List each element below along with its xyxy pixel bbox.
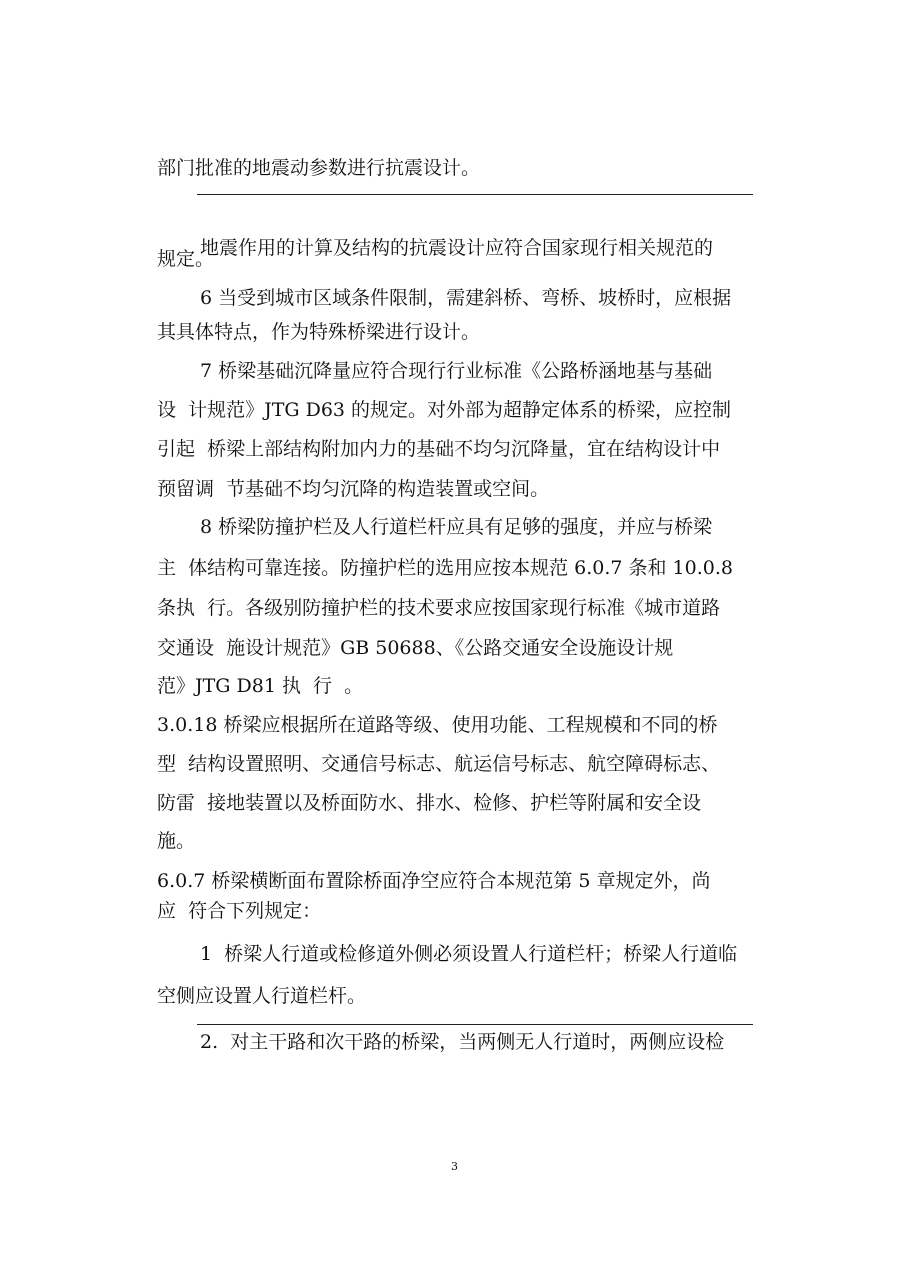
- text-line-23: 2. 对主干路和次干路的桥梁，当两侧无人行道时，两侧应设检: [200, 1031, 725, 1053]
- text-line-5: 其具体特点，作为特殊桥梁进行设计。: [157, 321, 481, 343]
- text-line-3: 规定。: [157, 248, 215, 270]
- text-line-10: 8 桥梁防撞护栏及人行道栏杆应具有足够的强度，并应与桥梁: [200, 516, 713, 538]
- text-line-14: 范》JTG D81 执 行 。: [157, 675, 364, 697]
- text-line-18: 施。: [157, 830, 196, 852]
- text-line-16: 型 结构设置照明、交通信号标志、航运信号标志、航空障碍标志、: [157, 753, 721, 775]
- text-line-21: 1 桥梁人行道或检修道外侧必须设置人行道栏杆；桥梁人行道临: [200, 943, 738, 965]
- text-line-15: 3.0.18 桥梁应根据所在道路等级、使用功能、工程规模和不同的桥: [157, 714, 718, 736]
- text-line-12: 条执 行。各级别防撞护栏的技术要求应按国家现行标准《城市道路: [157, 597, 721, 619]
- text-line-2: 地震作用的计算及结构的抗震设计应符合国家现行相关规范的: [200, 237, 714, 259]
- text-line-13: 交通设 施设计规范》GB 50688、《公路交通安全设施设计规: [157, 637, 674, 659]
- horizontal-rule: [197, 194, 753, 195]
- text-line-1: 部门批准的地震动参数进行抗震设计。: [157, 157, 481, 179]
- text-line-11: 主 体结构可靠连接。防撞护栏的选用应按本规范 6.0.7 条和 10.0.8: [157, 557, 733, 579]
- text-line-8: 引起 桥梁上部结构附加内力的基础不均匀沉降量，宜在结构设计中: [157, 438, 721, 460]
- text-line-7: 设 计规范》JTG D63 的规定。对外部为超静定体系的桥梁，应控制: [157, 399, 732, 421]
- text-line-4: 6 当受到城市区域条件限制，需建斜桥、弯桥、坡桥时，应根据: [200, 287, 732, 309]
- text-line-20: 应 符合下列规定：: [157, 900, 322, 922]
- text-line-17: 防雷 接地装置以及桥面防水、排水、检修、护栏等附属和安全设: [157, 792, 702, 814]
- text-line-19: 6.0.7 桥梁横断面布置除桥面净空应符合本规范第 5 章规定外，尚: [157, 870, 711, 892]
- horizontal-rule: [197, 1024, 753, 1025]
- text-line-6: 7 桥梁基础沉降量应符合现行行业标准《公路桥涵地基与基础: [200, 360, 713, 382]
- text-line-22: 空侧应设置人行道栏杆。: [157, 985, 367, 1007]
- text-line-9: 预留调 节基础不均匀沉降的构造装置或空间。: [157, 478, 550, 500]
- page-number: 3: [451, 1160, 458, 1173]
